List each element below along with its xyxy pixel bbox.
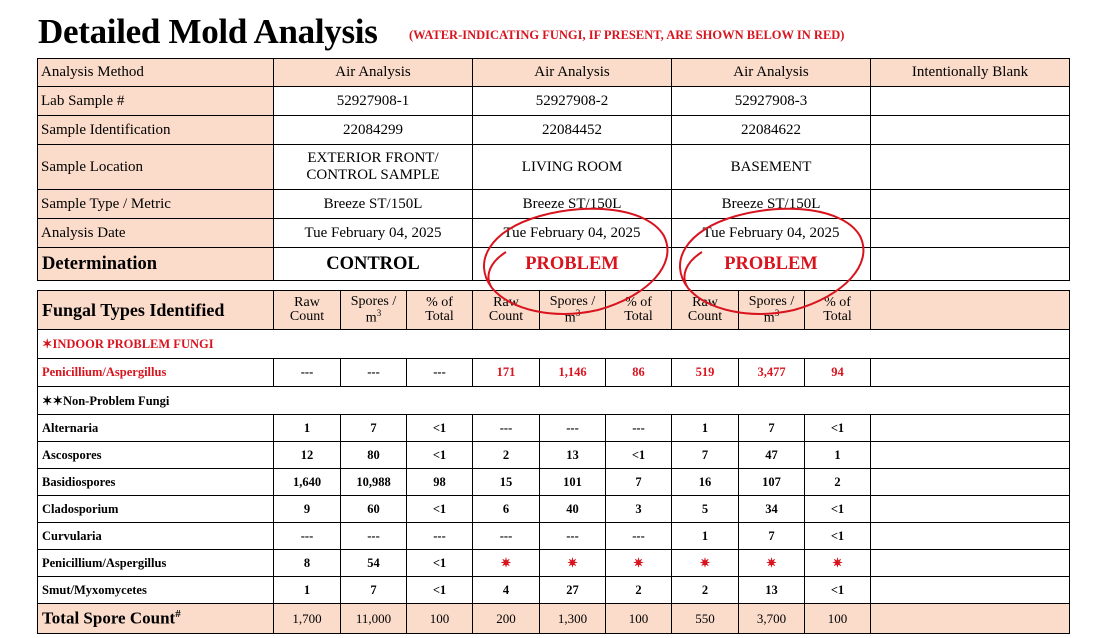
determination-problem: PROBLEM <box>672 248 871 281</box>
fungus-name: Basidiospores <box>38 469 274 496</box>
summary-row-analysis-method <box>38 59 1070 87</box>
cell: LIVING ROOM <box>473 145 672 190</box>
cell: 52927908-2 <box>473 87 672 116</box>
fungus-value: ✷ <box>606 550 672 577</box>
cell: Tue February 04, 2025 <box>274 219 473 248</box>
fungus-value: 47 <box>739 442 805 469</box>
fungus-value: 98 <box>407 469 473 496</box>
cell: Air Analysis <box>672 59 871 87</box>
fungus-value: 12 <box>274 442 341 469</box>
fungus-value: --- <box>540 523 606 550</box>
fungus-value: 16 <box>672 469 739 496</box>
fungus-value: 10,988 <box>341 469 407 496</box>
cell: 22084622 <box>672 116 871 145</box>
summary-row-sample-identification <box>38 116 1070 145</box>
sample-summary-table <box>37 58 1070 281</box>
total-cell: 550 <box>672 604 739 634</box>
cell: Air Analysis <box>473 59 672 87</box>
section-problem-fungi <box>38 330 1070 359</box>
blank-cell <box>871 577 1070 604</box>
fungus-value: 15 <box>473 469 540 496</box>
spores-header: Spores / $m^3$ <box>739 291 805 330</box>
fungus-value: <1 <box>407 415 473 442</box>
cell: 52927908-1 <box>274 87 473 116</box>
total-cell: 1,700 <box>274 604 341 634</box>
fungal-types-table <box>37 290 1070 634</box>
spores-header: Spores / $m^3$ <box>341 291 407 330</box>
fungus-value: 4 <box>473 577 540 604</box>
row-label: Lab Sample # <box>38 87 274 116</box>
fungus-value: <1 <box>407 442 473 469</box>
fungus-value: 86 <box>606 359 672 387</box>
total-cell: 100 <box>805 604 871 634</box>
page-title: Detailed Mold Analysis <box>38 12 378 51</box>
fungal-types-heading: Fungal Types Identified <box>38 291 274 330</box>
fungus-value: 34 <box>739 496 805 523</box>
cell <box>871 219 1070 248</box>
percent-header: % of Total <box>407 291 473 330</box>
fungus-value: 9 <box>274 496 341 523</box>
cell: Breeze ST/150L <box>274 190 473 219</box>
row-label: Analysis Method <box>38 59 274 87</box>
fungus-name: Smut/Myxomycetes <box>38 577 274 604</box>
fungus-value: <1 <box>407 496 473 523</box>
fungus-value: --- <box>341 359 407 387</box>
fungus-value: <1 <box>805 577 871 604</box>
fungus-value: --- <box>407 523 473 550</box>
total-spore-count-row <box>38 604 1070 634</box>
fungus-value: 107 <box>739 469 805 496</box>
blank-cell <box>871 469 1070 496</box>
fungus-value: 2 <box>805 469 871 496</box>
row-label: Analysis Date <box>38 219 274 248</box>
raw-count-header: Raw Count <box>672 291 739 330</box>
fungus-row <box>38 496 1070 523</box>
fungus-row <box>38 415 1070 442</box>
fungus-value: 94 <box>805 359 871 387</box>
fungus-value: --- <box>274 359 341 387</box>
fungus-value: 101 <box>540 469 606 496</box>
fungus-value: 7 <box>341 415 407 442</box>
cell: 52927908-3 <box>672 87 871 116</box>
fungus-value: 40 <box>540 496 606 523</box>
fungus-value: --- <box>274 523 341 550</box>
fungus-value: 3 <box>606 496 672 523</box>
raw-count-header: Raw Count <box>473 291 540 330</box>
fungus-value: 3,477 <box>739 359 805 387</box>
cell <box>871 190 1070 219</box>
blank-cell <box>871 523 1070 550</box>
cell: Tue February 04, 2025 <box>473 219 672 248</box>
fungus-value: 1,146 <box>540 359 606 387</box>
fungus-value: 7 <box>739 415 805 442</box>
fungus-value: --- <box>341 523 407 550</box>
fungus-value: 2 <box>473 442 540 469</box>
blank-cell <box>871 604 1070 634</box>
fungus-value: --- <box>407 359 473 387</box>
fungus-value: ✷ <box>672 550 739 577</box>
fungus-value: 13 <box>739 577 805 604</box>
cell: BASEMENT <box>672 145 871 190</box>
cell: 22084452 <box>473 116 672 145</box>
fungus-value: 1 <box>805 442 871 469</box>
fungus-value: ✷ <box>739 550 805 577</box>
fungus-value: 7 <box>341 577 407 604</box>
spores-header: Spores / $m^3$ <box>540 291 606 330</box>
fungus-name: Alternaria <box>38 415 274 442</box>
fungus-value: <1 <box>407 577 473 604</box>
location-line-1: EXTERIOR FRONT/ <box>307 149 439 166</box>
row-label: Sample Identification <box>38 116 274 145</box>
problem-fungi-heading: ✶INDOOR PROBLEM FUNGI <box>38 330 1070 359</box>
cell: Intentionally Blank <box>871 59 1070 87</box>
fungus-value: 171 <box>473 359 540 387</box>
fungus-value: 7 <box>672 442 739 469</box>
cell <box>871 116 1070 145</box>
fungus-value: <1 <box>407 550 473 577</box>
fungus-name: Ascospores <box>38 442 274 469</box>
summary-row-lab-sample <box>38 87 1070 116</box>
cell: Breeze ST/150L <box>672 190 871 219</box>
fungus-value: 519 <box>672 359 739 387</box>
fungus-value: 1,640 <box>274 469 341 496</box>
row-label: Determination <box>38 248 274 281</box>
raw-count-header: Raw Count <box>274 291 341 330</box>
fungus-name: Cladosporium <box>38 496 274 523</box>
fungus-value: --- <box>473 415 540 442</box>
fungus-name: Penicillium/Aspergillus <box>38 550 274 577</box>
fungus-row <box>38 523 1070 550</box>
water-indicating-note: (WATER-INDICATING FUNGI, IF PRESENT, ARE SHOWN BELOW IN RED) <box>409 28 845 42</box>
fungus-value: 7 <box>606 469 672 496</box>
percent-header: % of Total <box>805 291 871 330</box>
summary-row-sample-location <box>38 145 1070 190</box>
fungus-value: <1 <box>805 415 871 442</box>
fungus-row <box>38 442 1070 469</box>
fungus-name: Penicillium/Aspergillus <box>38 359 274 387</box>
blank-cell <box>871 550 1070 577</box>
cell: Tue February 04, 2025 <box>672 219 871 248</box>
fungus-value: ✷ <box>540 550 606 577</box>
fungus-value: 27 <box>540 577 606 604</box>
fungus-value: 1 <box>274 415 341 442</box>
fungus-value: ✷ <box>805 550 871 577</box>
row-label: Sample Type / Metric <box>38 190 274 219</box>
fungus-row <box>38 550 1070 577</box>
fungus-value: 2 <box>672 577 739 604</box>
non-problem-fungi-heading: ✶✶Non-Problem Fungi <box>38 387 1070 415</box>
fungus-value: 60 <box>341 496 407 523</box>
fungus-value: <1 <box>805 523 871 550</box>
percent-header: % of Total <box>606 291 672 330</box>
fungus-value: 13 <box>540 442 606 469</box>
fungus-value: --- <box>540 415 606 442</box>
total-cell: 100 <box>407 604 473 634</box>
cell: 22084299 <box>274 116 473 145</box>
section-non-problem-fungi <box>38 387 1070 415</box>
blank-cell <box>871 496 1070 523</box>
cell <box>274 145 473 190</box>
fungus-value: 2 <box>606 577 672 604</box>
fungal-header-row <box>38 291 1070 330</box>
fungus-name: Curvularia <box>38 523 274 550</box>
row-label: Sample Location <box>38 145 274 190</box>
fungus-value: 80 <box>341 442 407 469</box>
cell <box>871 87 1070 116</box>
fungus-value: <1 <box>805 496 871 523</box>
fungus-value: 6 <box>473 496 540 523</box>
fungus-value: ✷ <box>473 550 540 577</box>
fungus-row <box>38 469 1070 496</box>
fungus-value: --- <box>473 523 540 550</box>
fungus-value: --- <box>606 523 672 550</box>
cell <box>871 145 1070 190</box>
cell: Air Analysis <box>274 59 473 87</box>
blank-column <box>871 291 1070 330</box>
blank-cell <box>871 415 1070 442</box>
fungus-row <box>38 359 1070 387</box>
fungus-value: 1 <box>672 415 739 442</box>
total-label: Total Spore Count# <box>38 604 274 634</box>
summary-row-determination <box>38 248 1070 281</box>
determination-control: CONTROL <box>274 248 473 281</box>
fungus-value: 5 <box>672 496 739 523</box>
total-cell: 11,000 <box>341 604 407 634</box>
fungus-value: 8 <box>274 550 341 577</box>
total-cell: 100 <box>606 604 672 634</box>
determination-problem: PROBLEM <box>473 248 672 281</box>
blank-cell <box>871 359 1070 387</box>
blank-cell <box>871 442 1070 469</box>
fungus-value: 7 <box>739 523 805 550</box>
summary-row-sample-type <box>38 190 1070 219</box>
fungus-value: <1 <box>606 442 672 469</box>
fungus-value: 54 <box>341 550 407 577</box>
fungus-value: 1 <box>274 577 341 604</box>
fungus-row <box>38 577 1070 604</box>
cell: Breeze ST/150L <box>473 190 672 219</box>
location-line-2: CONTROL SAMPLE <box>306 167 440 183</box>
total-cell: 1,300 <box>540 604 606 634</box>
cell <box>871 248 1070 281</box>
total-cell: 200 <box>473 604 540 634</box>
total-cell: 3,700 <box>739 604 805 634</box>
fungus-value: 1 <box>672 523 739 550</box>
summary-row-analysis-date <box>38 219 1070 248</box>
fungus-value: --- <box>606 415 672 442</box>
